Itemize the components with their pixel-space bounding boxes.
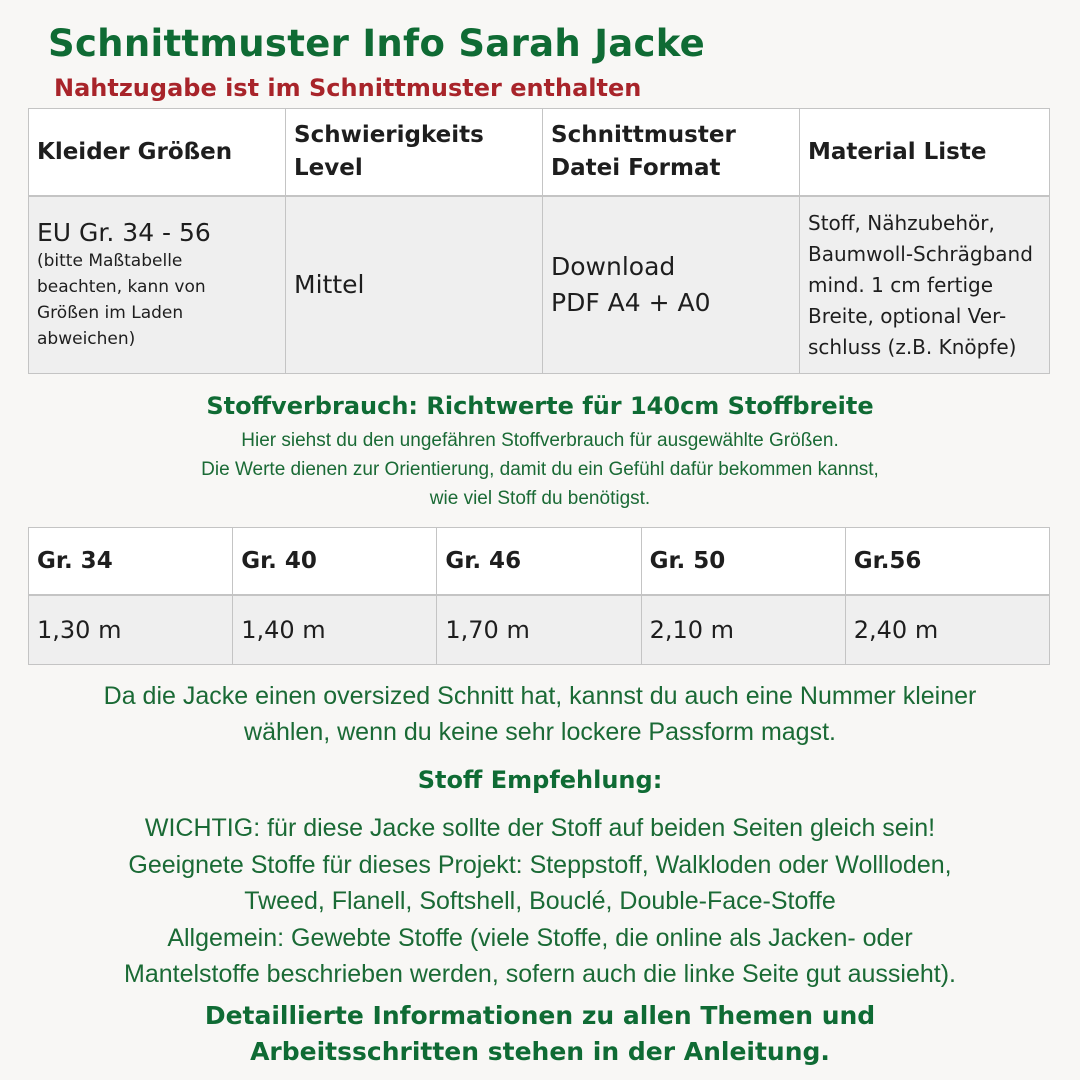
consumption-table [28, 527, 1050, 665]
consumption-title: Stoffverbrauch: Richtwerte für 140cm Stoffbreite [206, 392, 874, 420]
header-level-line2: Level [294, 155, 363, 181]
info-table [28, 108, 1050, 374]
consumption-text-line: Die Werte dienen zur Orientierung, damit du ein Gefühl dafür bekommen kannst, [201, 459, 879, 480]
header-level-line1: Schwierigkeits [294, 122, 484, 148]
recommendation-line: WICHTIG: für diese Jacke sollte der Stoff auf beiden Seiten gleich sein! [144, 814, 936, 842]
material-line: mind. 1 cm fertige [808, 272, 994, 297]
cell-format [543, 196, 800, 374]
material-line: schluss (z.B. Knöpfe) [808, 334, 1017, 359]
material-line: Baumwoll-Schrägband [808, 241, 1033, 266]
header-level [286, 109, 543, 197]
cell-sizes [29, 196, 286, 374]
amount-cell: 2,40 m [845, 595, 1049, 665]
amount-cell: 2,10 m [641, 595, 845, 665]
recommendation-line: Tweed, Flanell, Softshell, Bouclé, Double-Face-Stoffe [244, 887, 836, 915]
sizes-range: EU Gr. 34 - 56 [37, 218, 211, 247]
sizes-note-line: abweichen) [37, 329, 136, 349]
recommendation-text [0, 810, 1080, 993]
material-line: Breite, optional Ver- [808, 303, 1007, 328]
consumption-size-row [29, 528, 1050, 596]
header-materials: Material Liste [800, 109, 1050, 197]
format-line: PDF A4 + A0 [551, 288, 711, 317]
cell-level: Mittel [286, 196, 543, 374]
recommendation-line: Geeignete Stoffe für dieses Projekt: Steppstoff, Walkloden oder Wollloden, [128, 850, 952, 879]
recommendation-line: Allgemein: Gewebte Stoffe (viele Stoffe, die online als Jacken- oder [167, 923, 913, 952]
oversized-note-line: wählen, wenn du keine sehr lockere Passform magst. [244, 718, 836, 746]
material-line: Stoff, Nähzubehör, [808, 210, 995, 235]
header-sizes: Kleider Größen [29, 109, 286, 197]
size-cell: Gr. 46 [437, 528, 641, 596]
amount-cell: 1,30 m [29, 595, 233, 665]
amount-cell: 1,40 m [233, 595, 437, 665]
header-format-line1: Schnittmuster [551, 122, 736, 148]
consumption-text-line: wie viel Stoff du benötigst. [429, 488, 651, 509]
format-line: Download [551, 252, 676, 281]
size-cell: Gr. 50 [641, 528, 845, 596]
header-format-line2: Datei Format [551, 155, 721, 181]
info-table-header-row [29, 109, 1050, 197]
oversized-note [0, 678, 1080, 750]
cell-materials [800, 196, 1050, 374]
oversized-note-line: Da die Jacke einen oversized Schnitt hat, kannst du auch eine Nummer kleiner [103, 682, 977, 710]
sizes-note [37, 248, 277, 352]
sizes-note-line: (bitte Maßtabelle [37, 251, 183, 271]
consumption-text-line: Hier siehst du den ungefähren Stoffverbrauch für ausgewählte Größen. [241, 430, 839, 451]
header-format [543, 109, 800, 197]
size-cell: Gr. 40 [233, 528, 437, 596]
consumption-amount-row [29, 595, 1050, 665]
amount-cell: 1,70 m [437, 595, 641, 665]
size-cell: Gr.56 [845, 528, 1049, 596]
consumption-text [0, 426, 1080, 513]
recommendation-line: Mantelstoffe beschrieben werden, sofern auch die linke Seite gut aussieht). [124, 960, 956, 988]
footer-line: Detaillierte Informationen zu allen Themen und [204, 1001, 876, 1030]
footer-line: Arbeitsschritten stehen in der Anleitung. [250, 1037, 830, 1066]
footer-note [0, 998, 1080, 1070]
seam-allowance-note: Nahtzugabe ist im Schnittmuster enthalten [54, 74, 642, 102]
info-table-body-row [29, 196, 1050, 374]
size-cell: Gr. 34 [29, 528, 233, 596]
recommendation-title: Stoff Empfehlung: [417, 766, 663, 794]
sizes-note-line: Größen im Laden [37, 303, 184, 323]
sizes-note-line: beachten, kann von [37, 277, 206, 297]
page-title: Schnittmuster Info Sarah Jacke [48, 22, 706, 65]
